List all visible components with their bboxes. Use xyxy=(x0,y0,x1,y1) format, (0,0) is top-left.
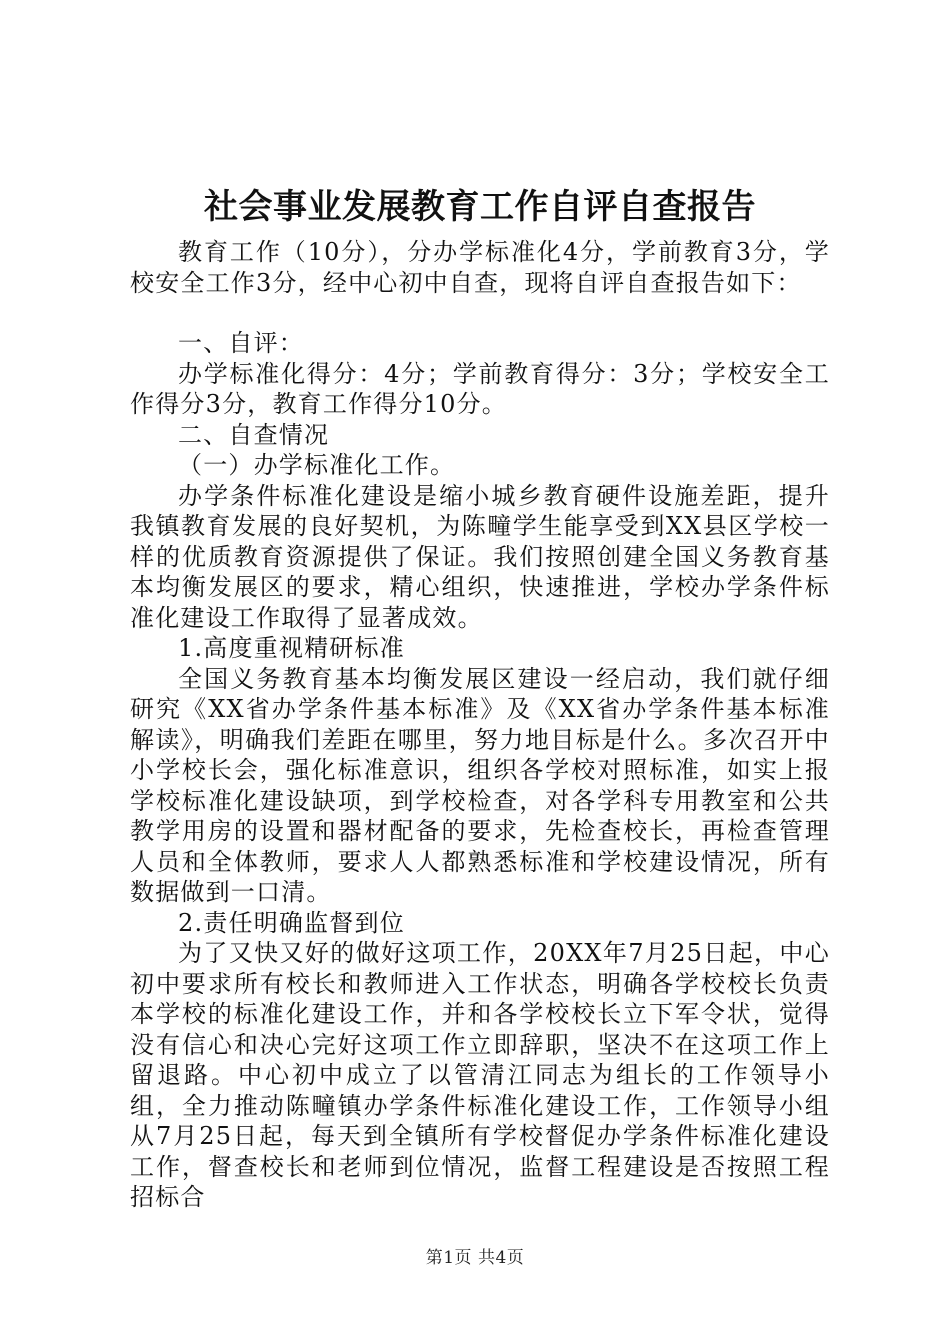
item-heading-1: 1.高度重视精研标准 xyxy=(178,634,405,662)
document-page xyxy=(130,185,830,1213)
intro-paragraph: 教育工作（10分），分办学标准化4分，学前教育3分，学校安全工作3分，经中心初中自查，现将自评自查报告如下： xyxy=(130,238,830,297)
subsection-heading-standardization: （一）办学标准化工作。 xyxy=(178,451,456,479)
body-paragraph-standardization: 办学条件标准化建设是缩小城乡教育硬件设施差距，提升我镇教育发展的良好契机，为陈疃学生能享受到XX县区学校一样的优质教育资源提供了保证。我们按照创建全国义务教育基本均衡发展区的要求，精心组织，快速推进，学校办学条件标准化建设工作取得了显著成效。 xyxy=(130,481,830,632)
body-paragraph-standards-study: 全国义务教育基本均衡发展区建设一经启动，我们就仔细研究《XX省办学条件基本标准》及《XX省办学条件基本标准解读》，明确我们差距在哪里，努力地目标是什么。多次召开中小学校长会，强化标准意识，组织各学校对照标准，如实上报学校标准化建设缺项，到学校检查，对各学科专用教室和公共教学用房的设置和器材配备的要求，先检查校长，再检查管理人员和全体教师，要求人人都熟悉标准和学校建设情况，所有数据做到一口清。 xyxy=(130,664,830,906)
page-number-footer: 第1页 共4页 xyxy=(425,1248,525,1268)
body-paragraph-responsibility: 为了又快又好的做好这项工作，20XX年7月25日起，中心初中要求所有校长和教师进入工作状态，明确各学校校长负责本学校的标准化建设工作，并和各学校校长立下军令状，觉得没有信心和决心完好这项工作立即辞职，坚决不在这项工作上留退路。中心初中成立了以管清江同志为组长的工作领导小组，全力推动陈疃镇办学条件标准化建设工作，工作领导小组从7月25日起，每天到全镇所有学校督促办学条件标准化建设工作，督查校长和老师到位情况，监督工程建设是否按照工程招标合 xyxy=(130,939,830,1211)
score-paragraph: 办学标准化得分：4分；学前教育得分：3分；学校安全工作得分3分，教育工作得分10分。 xyxy=(130,359,830,418)
section-heading-self-inspection: 二、自查情况 xyxy=(178,420,330,449)
document-title: 社会事业发展教育工作自评自查报告 xyxy=(204,187,756,227)
paragraph-spacer xyxy=(130,298,830,328)
section-heading-self-evaluation: 一、自评： xyxy=(178,329,304,357)
item-heading-2: 2.责任明确监督到位 xyxy=(178,908,405,937)
